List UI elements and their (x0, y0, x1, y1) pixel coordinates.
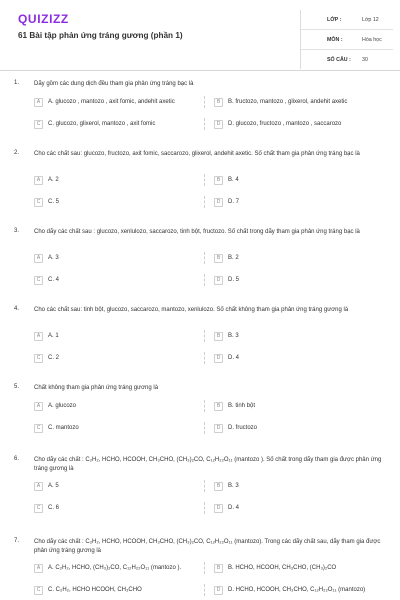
answer-option-d[interactable] (214, 196, 386, 208)
option-letter: B (214, 564, 223, 573)
question-text: Cho các chất sau: glucozo, fructozo, axit fomic, saccarozo, glixerol, andehit axetic. Số chất tham gia phản ứng tráng bạc là (34, 151, 360, 157)
answer-option-a[interactable] (34, 252, 206, 264)
option-divider (204, 96, 206, 108)
answer-option-a[interactable] (34, 330, 206, 342)
question-text: Cho dãy các chất : C₂H₂, HCHO, HCOOH, CH₃CHO, (CH₃)₂CO, C₁₂H₂₂O₁₁ (mantozo). Trong các dãy chất sau, dãy tham gia được phản ứng tráng gương là (34, 539, 381, 554)
option-divider (204, 330, 206, 342)
question-number: 1. (14, 80, 20, 86)
option-letter: A (34, 564, 43, 573)
option-letter: B (214, 254, 223, 263)
meta-label: SỐ CÂU : (327, 56, 351, 63)
answer-option-b[interactable] (214, 174, 386, 186)
option-text: C. 2 (48, 355, 60, 361)
answer-option-d[interactable] (214, 502, 386, 514)
option-divider (204, 118, 206, 130)
meta-value: Hóa học (362, 36, 382, 43)
option-letter: C (34, 504, 43, 513)
question-number: 6. (14, 456, 20, 462)
option-text: B. 4 (228, 177, 239, 183)
answer-option-c[interactable] (34, 584, 206, 596)
option-divider (204, 502, 206, 514)
option-letter: D (214, 424, 223, 433)
option-letter: C (34, 424, 43, 433)
answer-option-a[interactable] (34, 400, 206, 412)
question-number: 5. (14, 384, 20, 390)
option-letter: A (34, 254, 43, 263)
option-text: B. 3 (228, 333, 239, 339)
question-text: Cho các chất sau: tinh bột, glucozo, saccarozo, mantozo, xenlulozo. Số chất không tham gia phản ứng tráng gương là (34, 307, 349, 313)
answer-option-c[interactable] (34, 196, 206, 208)
option-letter: B (214, 176, 223, 185)
option-letter: C (34, 120, 43, 129)
option-text: D. HCHO, HCOOH, CH₃CHO, C₁₂H₂₂O₁₁ (mantozo) (228, 587, 366, 593)
option-text: B. 3 (228, 483, 239, 489)
option-divider (204, 584, 206, 596)
answer-option-b[interactable] (214, 480, 386, 492)
meta-label: MÔN : (327, 36, 343, 43)
option-text: A. 5 (48, 483, 59, 489)
option-text: A. 2 (48, 177, 59, 183)
answer-option-d[interactable] (214, 274, 386, 286)
answer-option-a[interactable] (34, 96, 206, 108)
option-letter: B (214, 98, 223, 107)
option-divider (204, 400, 206, 412)
option-letter: B (214, 482, 223, 491)
option-text: C. glucozo, glixerol, mantozo , axit fomic (48, 121, 156, 127)
question-text: Chất không tham gia phản ứng tráng gương là (34, 385, 159, 391)
option-text: C. 6 (48, 505, 60, 511)
option-text: A. 3 (48, 255, 59, 261)
option-text: D. 4 (228, 505, 240, 511)
answer-option-c[interactable] (34, 502, 206, 514)
meta-value: 30 (362, 56, 368, 63)
option-letter: A (34, 482, 43, 491)
answer-option-a[interactable] (34, 174, 206, 186)
meta-count-row (301, 50, 393, 69)
answer-option-c[interactable] (34, 422, 206, 434)
option-text: C. 4 (48, 277, 60, 283)
question-number: 4. (14, 306, 20, 312)
answer-option-d[interactable] (214, 352, 386, 364)
option-divider (204, 422, 206, 434)
question-number: 2. (14, 150, 20, 156)
option-text: A. glucozo (48, 403, 77, 409)
worksheet-title: 61 Bài tập phản ứng tráng gương (phần 1) (18, 31, 183, 40)
meta-label: LỚP : (327, 16, 342, 23)
option-text: C. C₂H₂, HCHO HCOOH, CH₃CHO (48, 587, 142, 593)
option-divider (204, 196, 206, 208)
option-divider (204, 480, 206, 492)
answer-option-a[interactable] (34, 480, 206, 492)
option-letter: A (34, 402, 43, 411)
option-letter: B (214, 402, 223, 411)
answer-option-b[interactable] (214, 252, 386, 264)
option-text: B. fructozo, mantozo , glixerol, andehit axetic (228, 99, 348, 105)
option-letter: D (214, 504, 223, 513)
option-text: A. C₂H₂, HCHO, (CH₃)₂CO, C₁₂H₂₂O₁₁ (mantozo ). (48, 565, 182, 571)
answer-option-b[interactable] (214, 96, 386, 108)
option-text: A. 1 (48, 333, 59, 339)
worksheet-meta (300, 10, 393, 69)
quizizz-logo: QUIZIZZ (18, 12, 69, 26)
option-letter: A (34, 98, 43, 107)
option-letter: C (34, 276, 43, 285)
option-text: B. HCHO, HCOOH, CH₃CHO, (CH₃)₂CO (228, 565, 337, 571)
answer-option-b[interactable] (214, 400, 386, 412)
option-letter: D (214, 120, 223, 129)
question-number: 3. (14, 228, 20, 234)
meta-class-row (301, 10, 393, 30)
answer-option-d[interactable] (214, 422, 386, 434)
option-letter: C (34, 586, 43, 595)
answer-option-c[interactable] (34, 352, 206, 364)
answer-option-c[interactable] (34, 274, 206, 286)
answer-option-b[interactable] (214, 562, 386, 574)
option-divider (204, 274, 206, 286)
option-text: A. glucozo , mantozo , axit fomic, andehit axetic (48, 99, 175, 105)
option-letter: C (34, 354, 43, 363)
question-number: 7. (14, 538, 20, 544)
answer-option-b[interactable] (214, 330, 386, 342)
option-text: D. glucozo, fructozo , mantozo , saccarozo (228, 121, 342, 127)
option-letter: C (34, 198, 43, 207)
option-letter: B (214, 332, 223, 341)
question-text: Dãy gồm các dung dịch đều tham gia phản ứng tráng bạc là (34, 81, 194, 87)
option-letter: A (34, 176, 43, 185)
option-letter: D (214, 354, 223, 363)
option-text: C. mantozo (48, 425, 79, 431)
question-text: Cho dãy các chất : C₂H₂, HCHO, HCOOH, CH₃CHO, (CH₃)₂CO, C₁₂H₂₂O₁₁ (mantozo ). Số chất trong dãy tham gia được phản ứng tráng gương là (34, 457, 382, 472)
option-letter: A (34, 332, 43, 341)
option-divider (204, 562, 206, 574)
answer-option-d[interactable] (214, 118, 386, 130)
meta-subject-row (301, 30, 393, 50)
option-divider (204, 174, 206, 186)
worksheet-header (0, 0, 400, 71)
option-text: B. tinh bột (228, 403, 256, 409)
option-text: C. 5 (48, 199, 60, 205)
option-text: D. 7 (228, 199, 240, 205)
option-letter: D (214, 276, 223, 285)
option-letter: D (214, 198, 223, 207)
option-text: D. fructozo (228, 425, 258, 431)
meta-value: Lớp 12 (362, 16, 379, 23)
option-text: B. 2 (228, 255, 239, 261)
answer-option-c[interactable] (34, 118, 206, 130)
option-divider (204, 352, 206, 364)
option-divider (204, 252, 206, 264)
option-text: D. 4 (228, 355, 240, 361)
option-letter: D (214, 586, 223, 595)
answer-option-d[interactable] (214, 584, 386, 596)
question-text: Cho dãy các chất sau : glucozo, xenlulozo, saccarozo, tinh bột, fructozo. Số chất trong dãy tham gia phản ứng tráng bạc là (34, 229, 360, 235)
option-text: D. 5 (228, 277, 240, 283)
answer-option-a[interactable] (34, 562, 206, 574)
